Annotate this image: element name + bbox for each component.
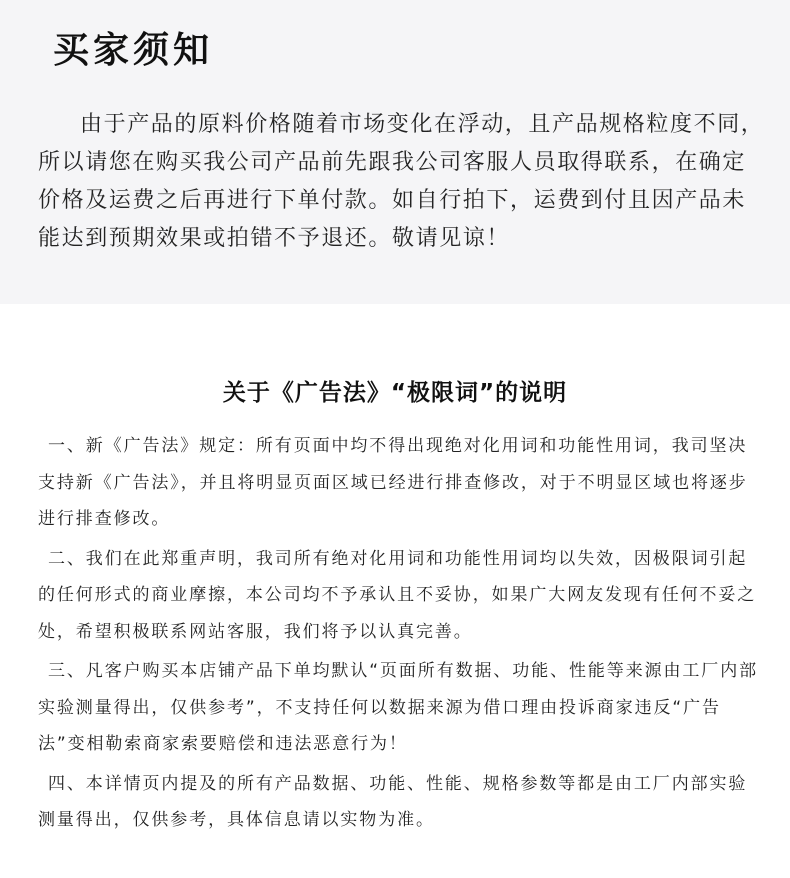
ad-law-paragraphs bbox=[38, 428, 764, 839]
ad-law-title: 关于《广告法》“极限词”的说明 bbox=[222, 380, 568, 406]
ad-law-paragraph-1: 一、新《广告法》规定：所有页面中均不得出现绝对化用词和功能性用词，我司坚决支持新《广告法》，并且将明显页面区域已经进行排查修改，对于不明显区域也将逐步进行排查修改。 bbox=[38, 436, 748, 529]
ad-law-paragraph-4: 四、本详情页内提及的所有产品数据、功能、性能、规格参数等都是由工厂内部实验测量得出，仅供参考，具体信息请以实物为准。 bbox=[38, 773, 748, 830]
buyer-notice-title: 买家须知 bbox=[53, 30, 214, 71]
ad-law-paragraph-2: 二、我们在此郑重声明，我司所有绝对化用词和功能性用词均以失效，因极限词引起的任何形式的商业摩擦，本公司均不予承认且不妥协，如果广大网友发现有任何不妥之处，希望积极联系网站客服，我们将予以认真完善。 bbox=[38, 548, 757, 642]
ad-law-paragraph-3: 三、凡客户购买本店铺产品下单均默认“页面所有数据、功能、性能等来源由工厂内部实验测量得出，仅供参考”，不支持任何以数据来源为借口理由投诉商家违反“广告法”变相勒索商家索要赔偿和违法恶意行为！ bbox=[38, 661, 759, 754]
buyer-notice-body: 由于产品的原料价格随着市场变化在浮动，且产品规格粒度不同，所以请您在购买我公司产品前先跟我公司客服人员取得联系，在确定价格及运费之后再进行下单付款。如自行拍下，运费到付且因产品未能达到预期效果或拍错不予退还。敬请见谅！ bbox=[38, 112, 765, 251]
ad-law-section bbox=[0, 304, 790, 878]
buyer-notice-section bbox=[0, 0, 790, 304]
